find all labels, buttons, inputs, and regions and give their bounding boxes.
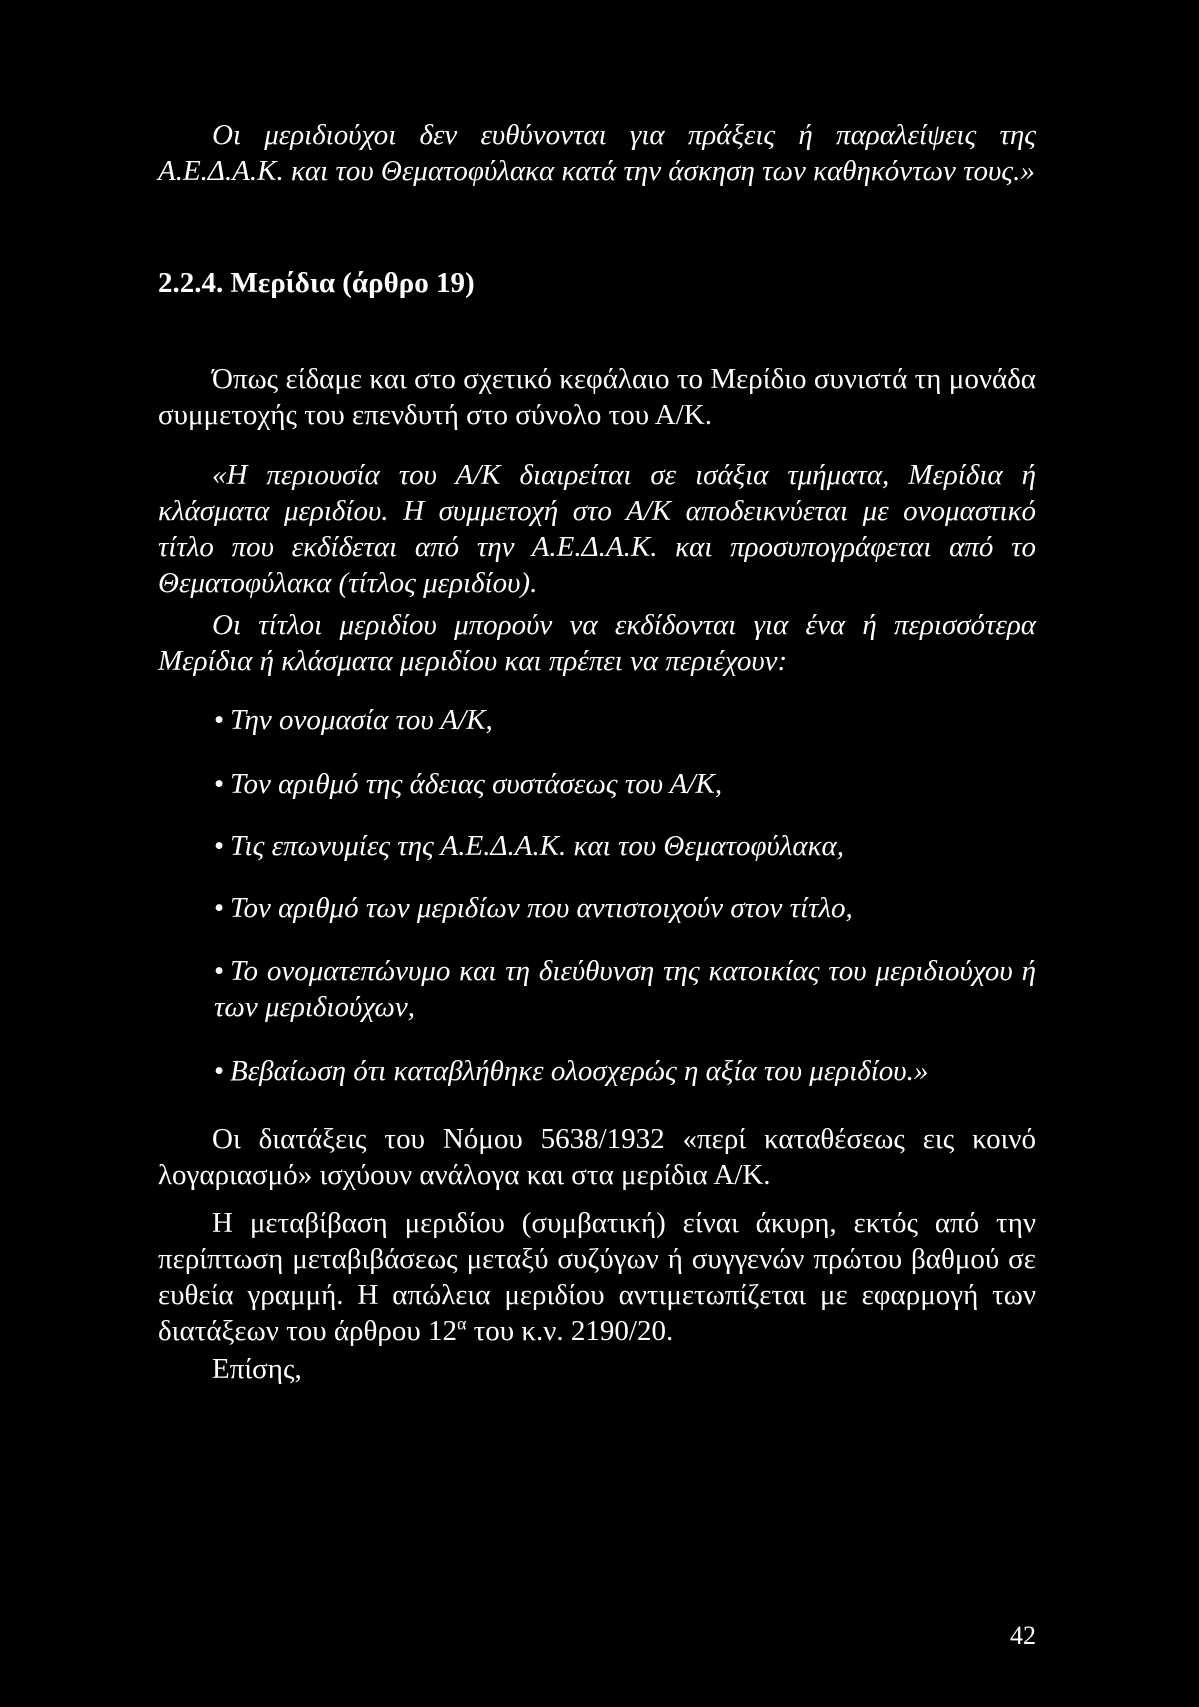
paragraph-transfer: Η μεταβίβαση μεριδίου (συμβατική) είναι άκυρη, εκτός από την περίπτωση μεταβιβάσεως μεταξύ συζύγων ή συγγενών πρώτου βαθμού σε ευθεία γραμμή. Η απώλεια μεριδίου αντιμετωπίζεται με εφαρμογή των διατάξεων του άρθρου $12^\alpha$ του κ.ν. 2190/20. xyxy=(158,1207,1036,1347)
section-heading xyxy=(158,265,1036,301)
bullet-icon: • xyxy=(214,955,225,987)
bullet-icon: • xyxy=(214,892,225,924)
paragraph-law-provisions: Οι διατάξεις του Νόμου 5638/1932 «περί καταθέσεως εις κοινό λογαριασμό» ισχύουν ανάλογα και στα μερίδια Α/Κ. xyxy=(158,1123,1036,1191)
bullet-icon: • xyxy=(214,704,225,736)
page-content xyxy=(158,0,1036,1707)
paragraph-titles-contents: Οι τίτλοι μεριδίου μπορούν να εκδίδονται για ένα ή περισσότερα Μερίδια ή κλάσματα μεριδίου και πρέπει να περιέχουν: xyxy=(158,609,1036,677)
paragraph-liability: Οι μεριδιούχοι δεν ευθύνονται για πράξεις ή παραλείψεις της Α.Ε.Δ.Α.Κ. και του Θεματοφύλακα κατά την άσκηση των καθηκόντων τους.» xyxy=(158,119,1036,187)
list-item: • Το ονοματεπώνυμο και τη διεύθυνση της κατοικίας του μεριδιούχου ή των μεριδιούχων, xyxy=(214,955,1036,1023)
paragraph-also: Επίσης, xyxy=(212,1353,302,1385)
section-title: Μερίδια (άρθρο 19) xyxy=(230,267,475,299)
list-item: • Τις επωνυμίες της Α.Ε.Δ.Α.Κ. και του Θεματοφύλακα, xyxy=(214,830,844,862)
list-item: • Βεβαίωση ότι καταβλήθηκε ολοσχερώς η αξία του μεριδίου.» xyxy=(214,1055,929,1087)
superscript: α xyxy=(456,1313,467,1334)
bullet-icon: • xyxy=(214,830,225,862)
paragraph-quote-assets: «Η περιουσία του Α/Κ διαιρείται σε ισάξια τμήματα, Μερίδια ή κλάσματα μεριδίου. Η συμμετοχή στο Α/Κ αποδεικνύεται με ονομαστικό τίτλο που εκδίδεται από την Α.Ε.Δ.Α.Κ. και προσυπογράφεται από το Θεματοφύλακα (τίτλος μεριδίου). xyxy=(158,459,1036,599)
list-item: • Τον αριθμό της άδειας συστάσεως του Α/Κ, xyxy=(214,768,723,800)
paragraph-unit-definition: Όπως είδαμε και στο σχετικό κεφάλαιο το Μερίδιο συνιστά τη μονάδα συμμετοχής του επενδυτή στο σύνολο του Α/Κ. xyxy=(158,363,1036,431)
section-number: 2.2.4. xyxy=(158,267,224,299)
list-item: • Την ονομασία του Α/Κ, xyxy=(214,704,493,736)
page-number: 42 xyxy=(1010,1621,1036,1650)
bullet-icon: • xyxy=(214,768,225,800)
list-item: • Τον αριθμό των μεριδίων που αντιστοιχούν στον τίτλο, xyxy=(214,892,853,924)
bullet-icon: • xyxy=(214,1055,225,1087)
